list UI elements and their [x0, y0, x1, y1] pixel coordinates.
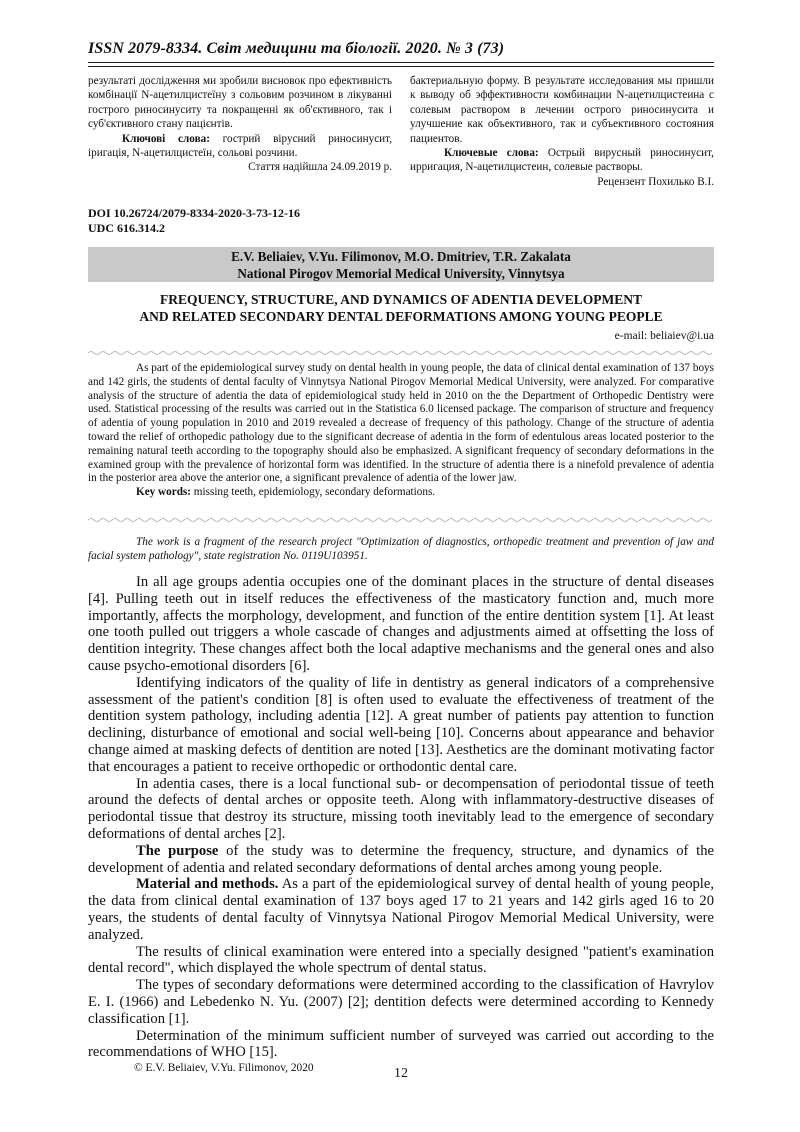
- title-line-2: AND RELATED SECONDARY DENTAL DEFORMATIONS AMONG YOUNG PEOPLE: [139, 309, 663, 324]
- udc: UDC 616.314.2: [88, 221, 165, 235]
- body-paragraph-8: Determination of the minimum sufficient number of surveyed was carried out according to the recommendations of WHO [15].: [88, 1027, 714, 1061]
- prev-keywords-text-ukr: гострий вірусний риносинусит, іригація, N-ацетилцистеїн, сольові розчини.: [88, 132, 392, 160]
- prev-keywords-label-ukr: Ключові слова:: [122, 132, 210, 145]
- methods-text: As a part of the epidemiological survey of dental health of young people, the data from clinical dental examination of 137 boys aged 17 to 21 years and 142 girls aged 16 to 20 years, the students of dental faculty of Vinnytsya National Pirogov Memorial Medical University, were analyzed.: [88, 876, 714, 943]
- prev-article-right-column: [410, 74, 714, 189]
- body-paragraph-1: In all age groups adentia occupies one of the dominant places in the structure of dental diseases [4]. Pulling teeth out in itself reduces the effectiveness of the masticatory function and, much more importantly, affects the morphology, development, and function of the entire dentition system [1]. At least one tooth pulled out triggers a whole cascade of changes and adjustments aimed at offsetting the loss of dentition integrity. These changes affect both the local adaptive mechanisms and the general ones and also cause psycho-emotional disorders [6].: [88, 574, 714, 674]
- abstract-text: As part of the epidemiological survey study on dental health in young people, the data of clinical dental examination of 137 boys and 142 girls, the students of dental faculty of Vinnytsya National Pirogov Memorial Medical University, were analyzed. For comparative analysis of the structure of adentia the data of epidemiological study held in 2010 on the the Department of Orthopedic Dentistry were used. Statistical processing of the results was carried out in the Statistica 6.0 licensed package. The comparison of structure and frequency of adentia of young population in 2010 and 2019 revealed a decrease of frequency of this pathology. Change of the structure of adentia toward the relief of orthopedic pathology due to the significant decrease of adentia in the form of edentulous areas located posterior to the remaining natural teeth according to the topography should also be emphasized. A significant frequency of secondary deformations in the examined group with the prevalence of horizontal form was identified. In the structure of adentia there is a ninefold prevalence of adentia in the posterior area above the anterior one, a significant prevalence of adentia of the lower jaw.: [88, 362, 714, 485]
- journal-header: ISSN 2079-8334. Світ медицини та біології. 2020. № 3 (73): [88, 40, 505, 57]
- prev-received-date: Стаття надійшла 24.09.2019 р.: [248, 161, 392, 174]
- project-note: [88, 535, 714, 563]
- author-email[interactable]: e-mail: beliaiev@i.ua: [614, 330, 714, 342]
- body-paragraph-3: In adentia cases, there is a local functional sub- or decompensation of periodontal tissue of teeth around the defects of dental arches or opposite teeth. Along with inflammatory-destructive diseases of periodontal tissue that destroy its structure, missing tooth inevitably lead to the emergence of secondary deformations of dental arches [2].: [88, 775, 714, 842]
- article-body: [88, 574, 714, 1061]
- page-number: 12: [394, 1066, 408, 1081]
- doi[interactable]: DOI 10.26724/2079-8334-2020-3-73-12-16: [88, 206, 300, 220]
- prev-keywords-label-rus: Ключевые слова:: [444, 147, 539, 160]
- affiliation: National Pirogov Memorial Medical University, Vinnytsya: [237, 265, 565, 281]
- prev-reviewer: Рецензент Похилько В.І.: [597, 175, 714, 188]
- project-note-text: The work is a fragment of the research project "Optimization of diagnostics, orthopedic treatment and prevention of jaw and facial system pathology", state registration No. 0119U103951.: [88, 536, 714, 562]
- article-title: [88, 291, 714, 325]
- abstract-keywords-text: missing teeth, epidemiology, secondary deformations.: [191, 486, 436, 499]
- abstract-keywords-label: Key words:: [136, 486, 191, 499]
- body-paragraph-6: The results of clinical examination were entered into a specially designed "patient's examination dental record", which displayed the whole spectrum of dental status.: [88, 943, 714, 977]
- doi-block: [88, 206, 300, 236]
- abstract-keywords: [88, 486, 714, 500]
- body-paragraph-methods: [88, 876, 714, 943]
- authors-banner: [88, 247, 714, 282]
- abstract-bottom-divider: [88, 517, 714, 523]
- abstract: [88, 362, 714, 500]
- prev-summary-ukr: результаті дослідження ми зробили висновок про ефективність комбінації N-ацетилцистеїну з сольовим розчином в лікуванні гострого риносинуситу та покращенні як об'єктивного, так і суб'єктивного стану пацієнтів.: [88, 75, 392, 131]
- copyright: © E.V. Beliaiev, V.Yu. Filimonov, 2020: [134, 1062, 314, 1074]
- prev-keywords-text-rus: Острый вирусный риносинусит, ирригация, N-ацетилцистеин, солевые растворы.: [410, 147, 714, 174]
- authors: E.V. Beliaiev, V.Yu. Filimonov, M.O. Dmitriev, T.R. Zakalata: [231, 249, 571, 264]
- body-paragraph-purpose: [88, 843, 714, 877]
- purpose-label: The purpose: [136, 842, 219, 859]
- body-paragraph-7: The types of secondary deformations were determined according to the classification of Havrylov E. I. (1966) and Lebedenko N. Yu. (2007) [2]; dentition defects were determined according to Kennedy classification [1].: [88, 977, 714, 1027]
- abstract-top-divider: [88, 350, 714, 356]
- title-line-1: FREQUENCY, STRUCTURE, AND DYNAMICS OF ADENTIA DEVELOPMENT: [159, 292, 643, 307]
- body-paragraph-2: Identifying indicators of the quality of life in dentistry as general indicators of a comprehensive assessment of the patient's condition [8] is often used to evaluate the effectiveness of treatment of the dentition system pathology, including adentia [12]. A great number of patients pay attention to function declining, disturbance of emotional and social well-being [10]. Concerns about appearance and behavior change aimed at masking defects of dentition are noted [13]. Aesthetics are the dominant motivating factor that encourages a patient to receive orthopedic or orthodontic dental care.: [88, 674, 714, 775]
- prev-article-left-column: [88, 74, 392, 175]
- prev-keywords-ukr: [88, 132, 392, 161]
- prev-summary-rus: бактериальную форму. В результате исследования мы пришли к выводу об эффективности комбинации N-ацетилцистеина с солевым раствором в лечении острого риносинусита и улучшение как объективного, так и субъективного состояния пациентов.: [410, 75, 714, 145]
- header-rule: [88, 62, 714, 63]
- prev-keywords-rus: [410, 146, 714, 175]
- methods-label: Material and methods.: [136, 876, 279, 893]
- purpose-text: of the study was to determine the frequency, structure, and dynamics of the development of adentia and related secondary deformations of dental arches among young people.: [88, 842, 714, 876]
- header-rule-thin: [88, 66, 714, 67]
